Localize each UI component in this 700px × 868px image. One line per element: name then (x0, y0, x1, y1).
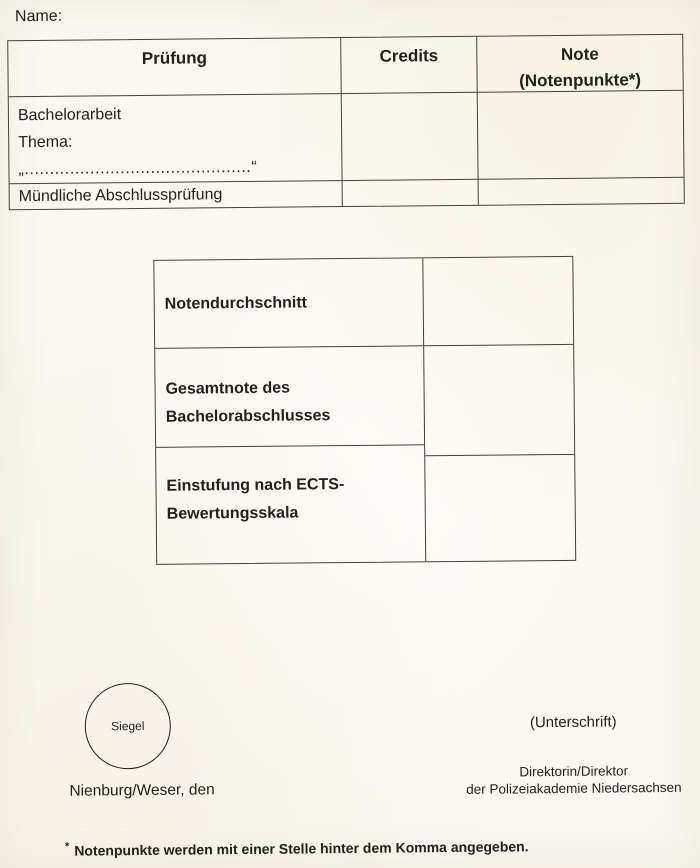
seal-label: Siegel (111, 718, 145, 734)
exam-header-pruefung: Prüfung (141, 48, 208, 68)
bachelorarbeit-credits-cell (341, 92, 478, 180)
exam-row-muendliche-pruefung: Mündliche Abschlussprüfung (10, 180, 342, 209)
signature-caption: (Unterschrift) (529, 713, 617, 732)
footnote (65, 836, 529, 858)
ects-einstufung-value-cell (424, 454, 575, 561)
gesamtnote-label-line2: Bachelorabschlusses (165, 406, 331, 426)
exam-row-bachelorarbeit (9, 93, 342, 183)
seal-circle (84, 683, 171, 770)
signer-block (446, 763, 700, 798)
ects-einstufung-label-line2: Bewertungsskala (166, 503, 299, 523)
exam-header-credits: Credits (340, 37, 477, 93)
notendurchschnitt-label (154, 258, 423, 348)
gesamtnote-label (155, 345, 424, 458)
exam-table (7, 34, 685, 210)
gesamtnote-value-cell (423, 344, 574, 455)
ects-einstufung-label-line1: Einstufung nach ECTS- (166, 475, 345, 495)
signer-title-line2: der Polizeiakademie Niedersachsen (466, 779, 682, 797)
thema-dotted-line: „.............................................“ (18, 158, 258, 179)
notendurchschnitt-value-cell (422, 257, 573, 345)
footnote-asterisk-marker: * (64, 840, 70, 853)
signer-title-line1: Direktorin/Direktor (519, 763, 629, 780)
muendliche-credits-cell (342, 179, 478, 206)
gesamtnote-label-line1: Gesamtnote des (165, 379, 291, 398)
footnote-text: Notenpunkte werden mit einer Stelle hinter dem Komma angegeben. (74, 838, 529, 859)
name-label: Name: (14, 7, 63, 26)
thema-line: Thema: (18, 133, 73, 152)
results-table (153, 256, 576, 565)
notendurchschnitt-label-line1: Notendurchschnitt (164, 293, 308, 313)
exam-header-note (476, 35, 683, 92)
bachelorarbeit-line: Bachelorarbeit (17, 106, 122, 125)
bachelorarbeit-note-cell (477, 90, 684, 179)
muendliche-note-cell (478, 177, 684, 205)
place-date-label: Nienburg/Weser, den (69, 781, 215, 800)
exam-header-note-line2: (Notenpunkte*) (519, 70, 642, 91)
ects-einstufung-label (156, 444, 425, 553)
exam-header-note-line1: Note (560, 44, 599, 64)
